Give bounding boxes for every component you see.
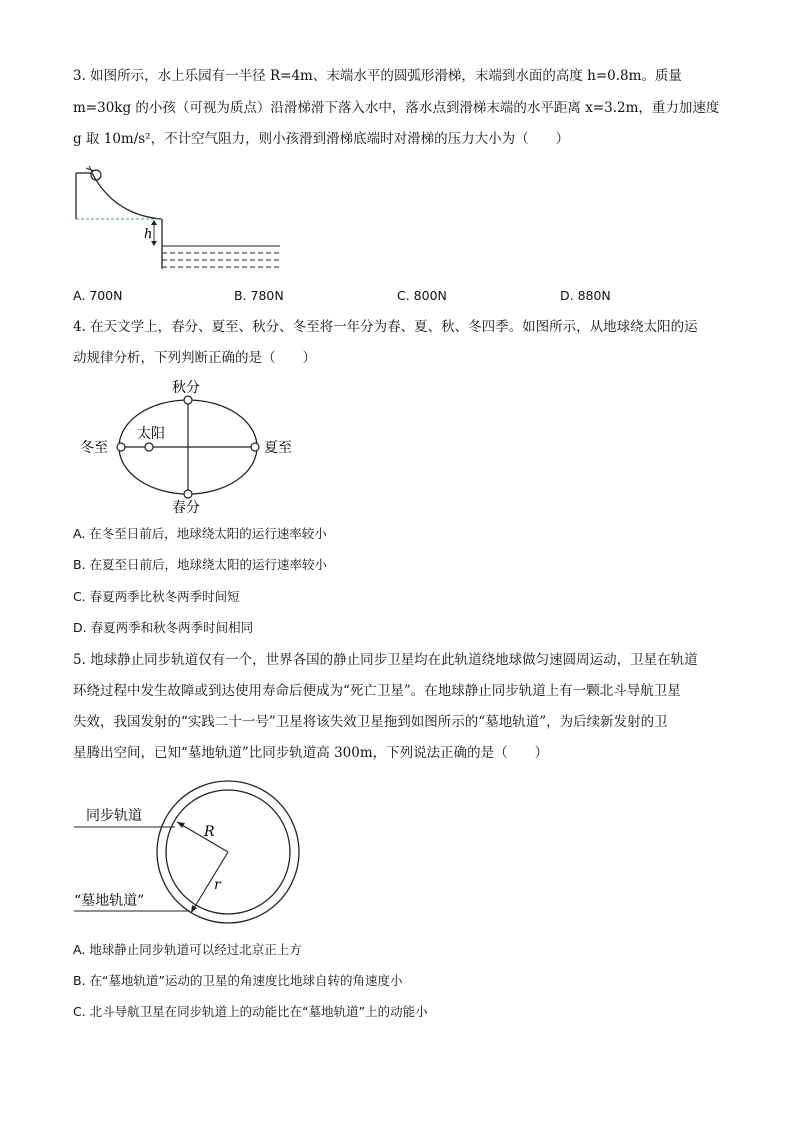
q5-option-a: A. 地球静止同步轨道可以经过北京正上方 (73, 942, 302, 957)
q5-text-line-1: 5. 地球静止同步轨道仅有一个，世界各国的静止同步卫星均在此轨道绕地球做匀速圆周运动，卫星在轨道 (73, 652, 698, 668)
q3-text-line-2: m=30kg 的小孩（可视为质点）沿滑梯滑下落入水中，落水点到滑梯末端的水平距离 x=3.2m，重力加速度 (73, 100, 720, 116)
q3-option-a: A. 700N (73, 288, 123, 303)
q5-text-line-4: 星腾出空间，已知“墓地轨道”比同步轨道高 300m，下列说法正确的是（ ） (73, 745, 549, 761)
q3-option-c: C. 800N (397, 288, 447, 303)
q4-text-line-2: 动规律分析，下列判断正确的是（ ） (73, 350, 316, 366)
q3-slide-figure (70, 165, 290, 275)
label-summer: 夏至 (264, 440, 292, 456)
q3-option-b: B. 780N (234, 288, 284, 303)
autumn-point (184, 396, 192, 404)
label-winter: 冬至 (80, 440, 108, 456)
q4-orbit-figure (78, 378, 318, 518)
q5-option-c: C. 北斗导航卫星在同步轨道上的动能比在“墓地轨道”上的动能小 (73, 1004, 428, 1019)
q5-text-line-2: 环绕过程中发生故障或到达使用寿命后便成为“死亡卫星”。在地球静止同步轨道上有一颗北斗导航卫星 (73, 683, 681, 699)
q5-text-line-3: 失效，我国发射的“实践二十一号”卫星将该失效卫星拖到如图所示的“墓地轨道”，为后续新发射的卫 (73, 714, 668, 730)
label-sun: 太阳 (137, 426, 165, 442)
q3-text-line-1: 3. 如图所示，水上乐园有一半径 R=4m、末端水平的圆弧形滑梯，末端到水面的高度 h=0.8m。质量 (73, 68, 682, 84)
label-r: r (214, 877, 221, 893)
label-graveyard-orbit: “墓地轨道” (74, 893, 145, 909)
q4-option-c: C. 春夏两季比秋冬两季时间短 (73, 589, 240, 604)
q4-option-b: B. 在夏至日前后，地球绕太阳的运行速率较小 (73, 557, 328, 572)
spring-point (184, 490, 192, 498)
winter-point (117, 443, 125, 451)
q4-option-a: A. 在冬至日前后，地球绕太阳的运行速率较小 (73, 526, 327, 541)
q5-orbit-figure (70, 776, 310, 926)
label-autumn: 秋分 (172, 380, 200, 396)
summer-point (251, 443, 259, 451)
h-label: h (144, 227, 153, 242)
slide-arc (92, 173, 162, 219)
label-spring: 春分 (172, 500, 200, 516)
q4-option-d: D. 春夏两季和秋冬两季时间相同 (73, 620, 254, 635)
label-R: R (204, 824, 215, 840)
label-sync-orbit: 同步轨道 (86, 808, 142, 824)
q5-option-b: B. 在“墓地轨道”运动的卫星的角速度比地球自转的角速度小 (73, 973, 403, 988)
sun-point (145, 443, 153, 451)
q4-text-line-1: 4. 在天文学上，春分、夏至、秋分、冬至将一年分为春、夏、秋、冬四季。如图所示，从地球绕太阳的运 (73, 319, 698, 335)
q3-text-line-3: g 取 10m/s²，不计空气阻力，则小孩滑到滑梯底端时对滑梯的压力大小为（ ） (73, 131, 570, 147)
q3-option-d: D. 880N (560, 288, 611, 303)
